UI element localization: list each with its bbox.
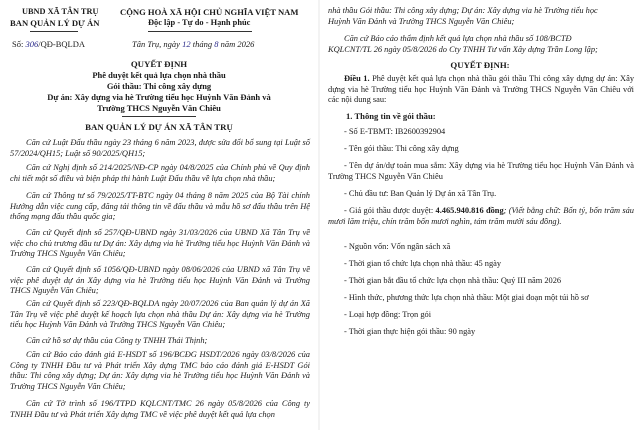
basis-paragraph-6: Căn cứ Quyết định số 223/QĐ-BQLDA ngày 20/07/2026 của Ban quản lý dự án Xã Tân Trụ về việc phê duyệt kế hoạch lựa chọn nhà thầu Dự án: Xây dựng via hè Trường tiểu học Huỳnh Văn Đảnh và Trường THCS Nguyễn Văn Chiêu; — [10, 299, 310, 330]
handwritten-number: 306 — [25, 39, 39, 49]
item-contract-type: - Loại hợp đồng: Trọn gói — [344, 310, 432, 319]
continued-line-1: nhà thầu Gói thầu: Thi công xây dựng; Dự án: Xây dựng via hè Trường tiểu học — [328, 6, 598, 15]
article-1-text: Phê duyệt kết quả lựa chọn nhà thầu gói thầu Thi công xây dựng dự án: Xây dựng via hè Trường tiểu học Huỳnh Văn Đảnh và Trường THCS Nguyễn Văn Chiêu với các nội dung sau: — [328, 74, 635, 105]
decision-title: QUYẾT ĐỊNH — [130, 59, 188, 69]
item-selection-time: - Thời gian tổ chức lựa chọn nhà thầu: 45 ngày — [344, 259, 502, 268]
article-1 — [328, 74, 634, 106]
item-price — [328, 206, 634, 227]
basis-paragraph-9: Căn cứ Tờ trình số 196/TTPD KQLCNT/TMC 26 ngày 05/8/2026 của Công ty TNHH Đầu tư và Phát triển Xây dựng TMC về việc phê duyệt kết quả lựa chọn — [10, 399, 310, 419]
basis-paragraph-5: Căn cứ Quyết định số 1056/QĐ-UBND ngày 08/06/2026 của UBND xã Tân Trụ về việc phê duyệt dự án Xây dựng via hè Trường tiểu học Huỳnh Văn Đảnh và Trường THCS Nguyễn Văn Chiêu; — [10, 265, 310, 296]
article-1-label: Điều 1. — [344, 74, 370, 83]
item-start-time: - Thời gian bắt đầu tổ chức lựa chọn nhà thầu: Quý III năm 2026 — [344, 276, 562, 285]
motto-underline — [148, 31, 252, 32]
org-underline — [30, 31, 78, 32]
price-label: - Giá gói thầu được duyệt: — [344, 206, 434, 215]
org-line1: UBND XÃ TÂN TRỤ — [22, 7, 99, 16]
title-underline — [122, 116, 196, 117]
report-line-1: Căn cứ Báo cáo thẩm định kết quả lựa chọn nhà thầu số 108/BCTĐ — [344, 34, 572, 43]
item-duration: - Thời gian thực hiện gói thầu: 90 ngày — [344, 327, 476, 336]
item-method: - Hình thức, phương thức lựa chọn nhà thầu: Một giai đoạn một túi hồ sơ — [344, 293, 589, 302]
right-page — [320, 0, 640, 430]
basis-paragraph-3: Căn cứ Thông tư số 79/2025/TT-BTC ngày 04 tháng 8 năm 2025 của Bộ Tài chính Hướng dẫn việc cung cấp, đăng tải thông tin về đấu thầu và mẫu hồ sơ đấu thầu trên Hệ thống mạng đấu thầu quốc gia; — [10, 191, 310, 222]
left-page — [0, 0, 318, 430]
nation-title: CỘNG HOÀ XÃ HỘI CHỦ NGHĨA VIỆT NAM — [120, 7, 299, 17]
item-investor: - Chủ đầu tư: Ban Quản lý Dự án xã Tân Trụ. — [344, 189, 497, 198]
item-funding: - Nguồn vốn: Vốn ngân sách xã — [344, 242, 451, 251]
org-line2: BAN QUẢN LÝ DỰ ÁN — [10, 18, 100, 28]
authority: BAN QUẢN LÝ DỰ ÁN XÃ TÂN TRỤ — [85, 122, 233, 132]
basis-paragraph-4: Căn cứ Quyết định số 257/QĐ-UBND ngày 31/03/2026 của UBND Xã Tân Trụ về việc cho chủ trương đầu tư Dự án: Xây dựng via hè Trường tiểu học Huỳnh Văn Đảnh và Trường THCS Nguyễn Văn Chiêu; — [10, 228, 310, 259]
decide-label: QUYẾT ĐỊNH: — [450, 60, 510, 70]
basis-paragraph-2: Căn cứ Nghị định số 214/2025/NĐ-CP ngày 04/8/2025 của Chính phủ về Quy định chi tiết một số điều và biện pháp thi hành Luật Đấu thầu về lựa chọn nhà thầu; — [10, 163, 310, 183]
continued-line-2: Huỳnh Văn Đảnh và Trường THCS Nguyễn Văn Chiêu; — [328, 17, 515, 26]
decision-subtitle1: Phê duyệt kết quả lựa chọn nhà thầu — [92, 70, 226, 80]
item-tbmt: - Số E-TBMT: IB2600392904 — [344, 127, 446, 136]
decision-subtitle4: Trường THCS Nguyễn Văn Chiêu — [97, 103, 221, 113]
basis-paragraph-8: Căn cứ Báo cáo đánh giá E-HSDT số 196/BCĐG HSDT/2026 ngày 03/8/2026 của Công ty TNHH Đầu tư và Phát triển Xây dựng TMC báo cáo đánh giá E-HSDT Gói thầu: Thi công xây dựng; Dự án: Xây dựng via hè Trường tiểu học Huỳnh Văn Đảnh và Trường THCS Nguyễn Văn Chiêu; — [10, 350, 310, 391]
place-date: Tân Trụ, ngày 12 tháng 8 năm 2026 — [132, 39, 255, 49]
document-number: Số: 306/QĐ-BQLDA — [12, 39, 85, 49]
price-value: 4.465.940.816 đồng — [435, 206, 504, 215]
item-package-name: - Tên gói thầu: Thi công xây dựng — [344, 144, 459, 153]
basis-paragraph-7: Căn cứ hồ sơ dự thầu của Công ty TNHH Thái Thịnh; — [26, 336, 208, 345]
decision-subtitle2: Gói thầu: Thi công xây dựng — [106, 81, 212, 91]
motto: Độc lập - Tự do - Hạnh phúc — [148, 18, 251, 27]
price-in-words: ; (Viết bằng chữ: Bốn tỷ, bốn trăm sáu mươi lăm triệu, chín trăm bốn mươi nghìn, tám trăm mười sáu đồng). — [328, 206, 634, 226]
item-project-name: - Tên dự án/dự toán mua sắm: Xây dựng via hè Trường tiểu học Huỳnh Văn Đảnh và Trường THCS Nguyễn Văn Chiêu — [328, 161, 634, 181]
report-line-2: KQLCNT/TL 26 ngày 05/8/2026 do Cty TNHH Tư vấn Xây dựng Trần Long lập; — [328, 45, 598, 54]
basis-paragraph-1: Căn cứ Luật Đấu thầu ngày 23 tháng 6 năm 2023, được sửa đổi bổ sung tại Luật số 57/2024/QH15; Luật số 90/2025/QH15; — [10, 138, 310, 158]
section-1-heading: 1. Thông tin về gói thầu: — [346, 111, 436, 121]
handwritten-month: 8 — [214, 39, 219, 49]
handwritten-day: 12 — [182, 39, 191, 49]
decision-subtitle3: Dự án: Xây dựng via hè Trường tiểu học Huỳnh Văn Đảnh và — [47, 92, 271, 102]
